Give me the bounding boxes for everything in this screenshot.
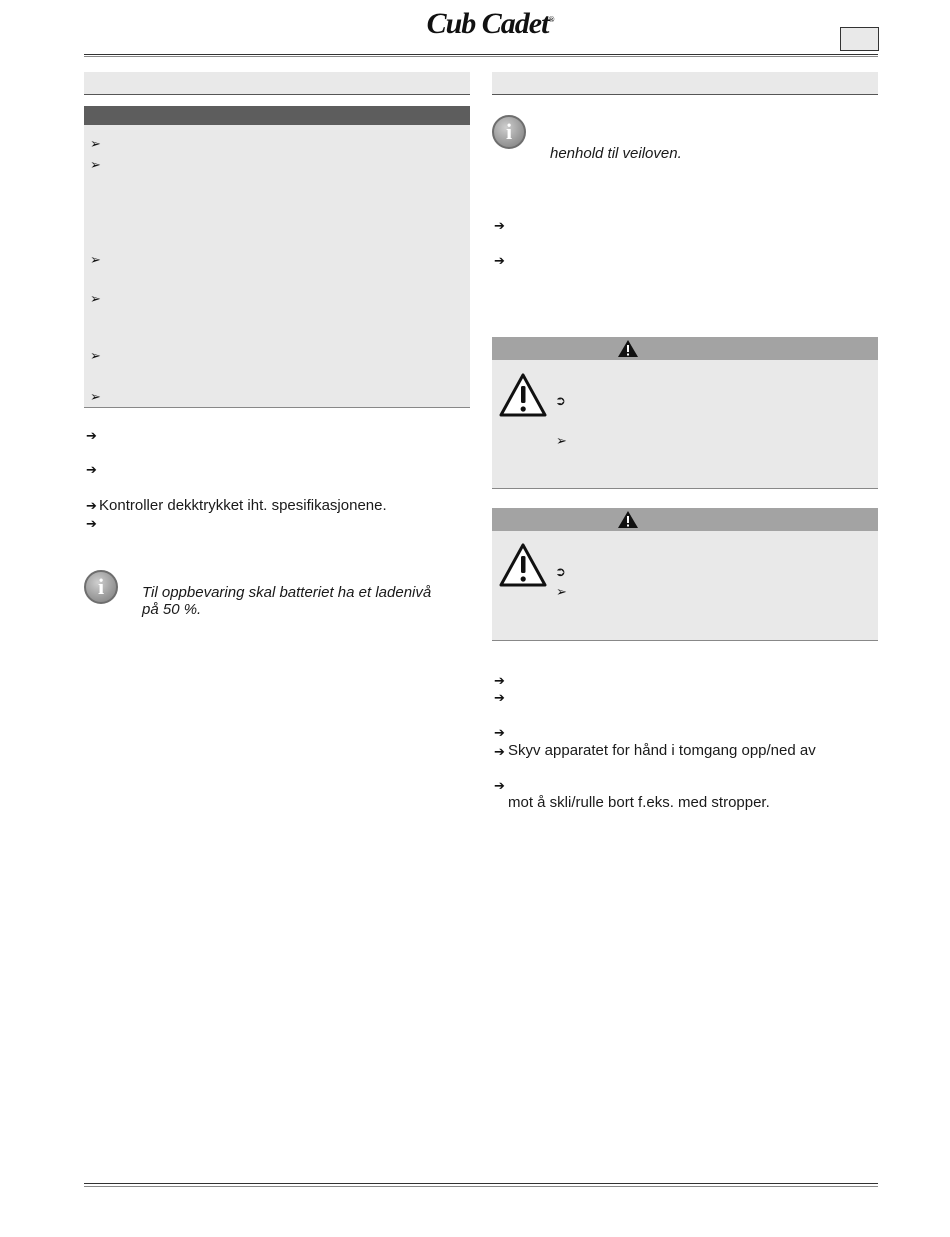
arrow-icon: ➔ (494, 744, 505, 759)
bullet-icon: ➢ (90, 348, 101, 363)
header-rule (84, 54, 878, 55)
info-icon: i (84, 570, 118, 604)
left-section-heading (84, 72, 470, 95)
arrow-icon: ➔ (494, 725, 505, 740)
page-number-box (840, 27, 879, 51)
warning-box-2-body (492, 531, 878, 641)
arrow-icon: ➔ (494, 690, 505, 705)
bullet-icon: ➢ (90, 252, 101, 267)
footer-rule-thin (84, 1186, 878, 1187)
left-box-title-bar (84, 106, 470, 125)
arrow-icon: ➔ (494, 673, 505, 688)
arrow-icon: ➔ (86, 516, 97, 531)
bullet-icon: ➢ (90, 136, 101, 151)
arrow-icon: ➔ (86, 498, 97, 513)
road-law-note: henhold til veiloven. (550, 145, 682, 162)
warning-box-2-header (492, 508, 878, 531)
warning-box-1-header (492, 337, 878, 360)
registered-mark: ® (548, 15, 554, 24)
circle-arrow-icon: ➲ (555, 564, 566, 579)
bullet-icon: ➢ (90, 157, 101, 172)
circle-arrow-icon: ➲ (555, 393, 566, 408)
step-push-idle: Skyv apparatet for hånd i tomgang opp/ned av (508, 742, 816, 759)
arrow-icon: ➔ (494, 218, 505, 233)
arrow-icon: ➔ (86, 428, 97, 443)
info-icon: i (492, 115, 526, 149)
header-rule-thin (84, 56, 878, 57)
bullet-icon: ➢ (90, 389, 101, 404)
arrow-icon: ➔ (86, 462, 97, 477)
warning-small-icon (617, 339, 639, 358)
step-secure-straps: mot å skli/rulle bort f.eks. med stropper. (508, 794, 770, 811)
bullet-icon: ➢ (556, 433, 567, 448)
warning-small-icon (617, 510, 639, 529)
arrow-icon: ➔ (494, 778, 505, 793)
warning-triangle-icon (498, 372, 548, 418)
warning-triangle-icon (498, 542, 548, 588)
left-checklist-box (84, 125, 470, 408)
step-tire-pressure: Kontroller dekktrykket iht. spesifikasjonene. (99, 497, 387, 514)
right-section-heading (492, 72, 878, 95)
bullet-icon: ➢ (556, 584, 567, 599)
warning-box-1-body (492, 360, 878, 489)
battery-note-line1: Til oppbevaring skal batteriet ha et ladenivå (142, 584, 432, 601)
arrow-icon: ➔ (494, 253, 505, 268)
brand-logo-text: Cub Cadet (426, 7, 549, 40)
footer-rule (84, 1183, 878, 1184)
bullet-icon: ➢ (90, 291, 101, 306)
brand-logo (400, 2, 580, 38)
battery-note-line2: på 50 %. (142, 601, 202, 618)
